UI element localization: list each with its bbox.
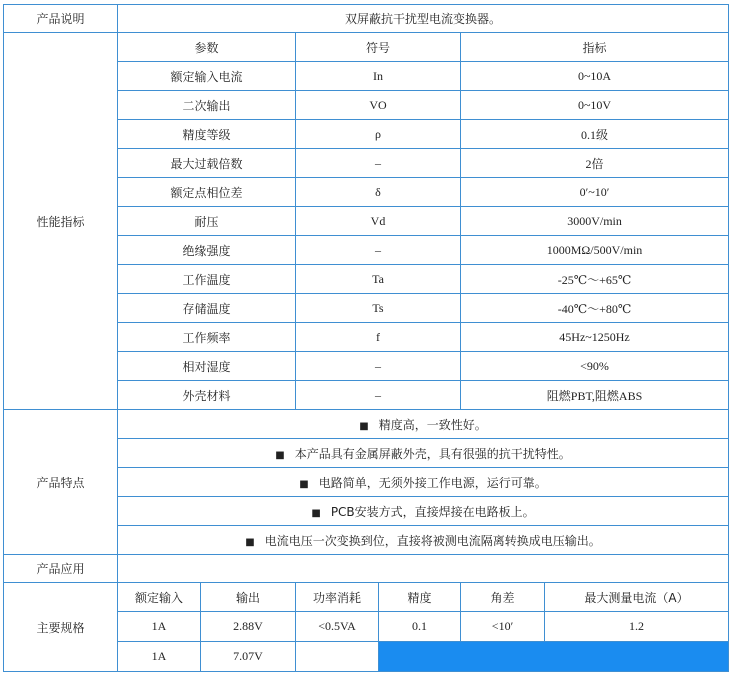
performance-cell: – xyxy=(296,236,461,265)
performance-cell: 0~10V xyxy=(461,91,729,120)
performance-cell: 0~10A xyxy=(461,62,729,91)
bullet-icon: ■ xyxy=(311,507,321,519)
performance-cell: 3000V/min xyxy=(461,207,729,236)
desc-value: 双屏蔽抗干扰型电流变换器。 xyxy=(118,5,729,33)
feature-text: PCB安装方式，直接焊接在电路板上。 xyxy=(330,504,535,519)
specs-header: 输出 xyxy=(201,583,296,612)
performance-cell: Ts xyxy=(296,294,461,323)
bullet-icon: ■ xyxy=(359,420,369,432)
performance-cell: 0.1级 xyxy=(461,120,729,149)
table-row xyxy=(4,5,729,33)
bullet-icon: ■ xyxy=(275,449,285,461)
performance-cell: 相对湿度 xyxy=(118,352,296,381)
performance-cell: f xyxy=(296,323,461,352)
performance-cell: 阻燃PBT,阻燃ABS xyxy=(461,381,729,410)
table-row xyxy=(4,410,729,439)
feature-text: 电路简单，无须外接工作电源，运行可靠。 xyxy=(318,475,547,490)
performance-cell: -25℃～+65℃ xyxy=(461,265,729,294)
bullet-icon: ■ xyxy=(245,536,255,548)
specs-header: 功率消耗 xyxy=(296,583,379,612)
feature-text: 精度高，一致性好。 xyxy=(378,417,487,432)
performance-cell: 1000MΩ/500V/min xyxy=(461,236,729,265)
specs-cell: <0.5VA xyxy=(296,612,379,642)
performance-cell: Vd xyxy=(296,207,461,236)
features-label: 产品特点 xyxy=(4,410,118,555)
feature-item xyxy=(118,468,729,497)
specs-cell: <10′ xyxy=(461,612,545,642)
performance-cell: 0′~10′ xyxy=(461,178,729,207)
performance-cell: 存储温度 xyxy=(118,294,296,323)
highlight-block xyxy=(379,642,729,672)
performance-cell: 额定点相位差 xyxy=(118,178,296,207)
performance-cell: 额定输入电流 xyxy=(118,62,296,91)
performance-cell: 耐压 xyxy=(118,207,296,236)
bullet-icon: ■ xyxy=(299,478,309,490)
performance-cell: 工作温度 xyxy=(118,265,296,294)
performance-cell: ρ xyxy=(296,120,461,149)
table-row xyxy=(4,555,729,583)
performance-cell: – xyxy=(296,149,461,178)
performance-cell: Ta xyxy=(296,265,461,294)
specs-cell: 1A xyxy=(118,642,201,672)
performance-cell: 二次输出 xyxy=(118,91,296,120)
performance-label: 性能指标 xyxy=(4,33,118,410)
feature-text: 电流电压一次变换到位，直接将被测电流隔离转换成电压输出。 xyxy=(264,533,601,548)
performance-cell: – xyxy=(296,381,461,410)
performance-cell: δ xyxy=(296,178,461,207)
performance-cell: 2倍 xyxy=(461,149,729,178)
performance-cell: 精度等级 xyxy=(118,120,296,149)
performance-cell: 工作频率 xyxy=(118,323,296,352)
specs-header: 额定输入 xyxy=(118,583,201,612)
performance-header: 参数 xyxy=(118,33,296,62)
application-label: 产品应用 xyxy=(4,555,118,583)
specs-header: 最大测量电流（A） xyxy=(545,583,729,612)
feature-item xyxy=(118,410,729,439)
feature-item xyxy=(118,526,729,555)
table-row xyxy=(4,33,729,62)
specs-cell xyxy=(296,642,379,672)
performance-cell: <90% xyxy=(461,352,729,381)
specs-header: 角差 xyxy=(461,583,545,612)
performance-cell: VO xyxy=(296,91,461,120)
desc-label: 产品说明 xyxy=(4,5,118,33)
feature-item xyxy=(118,439,729,468)
application-value xyxy=(118,555,729,583)
performance-cell: In xyxy=(296,62,461,91)
spec-table xyxy=(3,4,729,672)
performance-cell: 外壳材料 xyxy=(118,381,296,410)
table-row xyxy=(4,583,729,612)
feature-text: 本产品具有金属屏蔽外壳，具有很强的抗干扰特性。 xyxy=(294,446,571,461)
performance-cell: 45Hz~1250Hz xyxy=(461,323,729,352)
performance-cell: 绝缘强度 xyxy=(118,236,296,265)
specs-cell: 1.2 xyxy=(545,612,729,642)
performance-cell: – xyxy=(296,352,461,381)
performance-cell: 最大过载倍数 xyxy=(118,149,296,178)
specs-label: 主要规格 xyxy=(4,583,118,672)
specs-cell: 0.1 xyxy=(379,612,461,642)
specs-cell: 1A xyxy=(118,612,201,642)
performance-header: 符号 xyxy=(296,33,461,62)
feature-item xyxy=(118,497,729,526)
performance-header: 指标 xyxy=(461,33,729,62)
specs-cell: 2.88V xyxy=(201,612,296,642)
specs-cell: 7.07V xyxy=(201,642,296,672)
specs-header: 精度 xyxy=(379,583,461,612)
performance-cell: -40℃～+80℃ xyxy=(461,294,729,323)
